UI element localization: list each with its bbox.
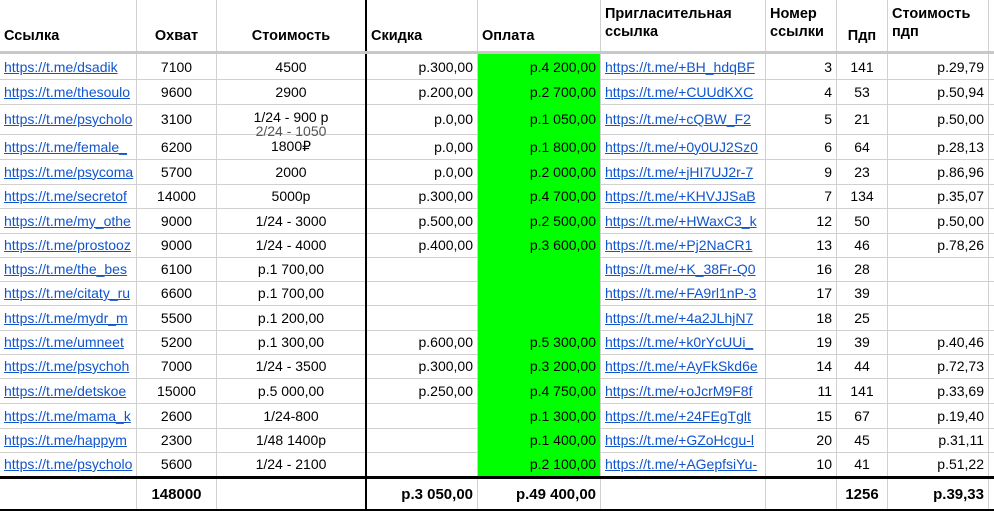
channel-link[interactable]: https://t.me/citaty_ru — [4, 285, 131, 301]
payment-cell[interactable]: р.1 800,00 — [478, 134, 601, 159]
payment-cell[interactable]: р.1 050,00 — [478, 104, 601, 134]
link-number-cell[interactable]: 19 — [766, 330, 837, 354]
discount-cell[interactable] — [367, 403, 478, 428]
invite-link-cell[interactable] — [601, 79, 766, 104]
table-row — [0, 452, 994, 477]
link-cell[interactable] — [0, 233, 137, 257]
subs-cell[interactable]: 141 — [837, 54, 888, 79]
total-cost[interactable] — [217, 479, 367, 509]
table-row — [0, 54, 994, 80]
link-cell[interactable] — [0, 159, 137, 184]
subs-cell[interactable]: 41 — [837, 452, 888, 476]
cost-cell[interactable]: р.5 000,00 — [217, 378, 367, 403]
total-discount[interactable]: р.3 050,00 — [367, 479, 478, 509]
payment-cell[interactable]: р.4 200,00 — [478, 54, 601, 79]
cost-cell[interactable]: 2000 — [217, 159, 367, 184]
cost-primary: 1/24 - 900 р — [253, 108, 329, 125]
link-number-cell[interactable]: 9 — [766, 159, 837, 184]
cost-cell[interactable]: 1/24 - 4000 — [217, 233, 367, 257]
cost-per-sub-cell[interactable]: р.28,13 — [888, 134, 989, 159]
link-cell[interactable] — [0, 452, 137, 476]
subs-cell[interactable]: 134 — [837, 184, 888, 208]
link-number-cell[interactable]: 20 — [766, 428, 837, 452]
subs-cell[interactable]: 64 — [837, 134, 888, 159]
invite-link[interactable]: https://t.me/+HWaxC3_k — [605, 212, 757, 229]
invite-link[interactable]: https://t.me/+AGepfsiYu- — [605, 456, 758, 472]
payment-cell[interactable]: р.4 750,00 — [478, 378, 601, 403]
cost-secondary: 2/24 - 1050 — [255, 122, 327, 139]
invite-link-cell[interactable] — [601, 354, 766, 378]
cost-per-sub-cell[interactable]: р.31,11 — [888, 428, 989, 452]
link-number-cell[interactable]: 3 — [766, 54, 837, 79]
payment-cell[interactable] — [478, 281, 601, 305]
reach-cell[interactable]: 5600 — [137, 452, 217, 476]
discount-cell[interactable] — [367, 305, 478, 330]
header-cost[interactable]: Стоимость — [217, 0, 367, 51]
cost-cell[interactable]: р.1 700,00 — [217, 257, 367, 281]
cost-per-sub-cell[interactable]: р.50,94 — [888, 79, 989, 104]
header-reach[interactable]: Охват — [137, 0, 217, 51]
table-row — [0, 233, 994, 258]
cost-cell[interactable]: 1/24-800 — [217, 403, 367, 428]
invite-link[interactable]: https://t.me/+CUUdKXC — [605, 83, 754, 100]
discount-cell[interactable]: р.0,00 — [367, 134, 478, 159]
header-row — [0, 0, 994, 54]
reach-cell[interactable]: 15000 — [137, 378, 217, 403]
cost-per-sub-cell[interactable]: р.33,69 — [888, 378, 989, 403]
payment-cell[interactable]: р.1 300,00 — [478, 403, 601, 428]
link-cell[interactable] — [0, 104, 137, 134]
discount-cell[interactable] — [367, 452, 478, 476]
channel-link[interactable]: https://t.me/my_othe — [4, 212, 131, 229]
invite-link[interactable]: https://t.me/+K_38Fr-Q0 — [605, 261, 756, 277]
total-subs[interactable]: 1256 — [837, 479, 888, 509]
channel-link[interactable]: https://t.me/detskoe — [4, 382, 127, 399]
table-row — [0, 378, 994, 404]
link-cell[interactable] — [0, 134, 137, 159]
cost-cell[interactable] — [217, 104, 367, 139]
invite-link-cell[interactable] — [601, 184, 766, 208]
link-number-cell[interactable]: 14 — [766, 354, 837, 378]
subs-cell[interactable]: 45 — [837, 428, 888, 452]
reach-cell[interactable]: 5200 — [137, 330, 217, 354]
invite-link[interactable]: https://t.me/+Pj2NaCR1 — [605, 237, 753, 253]
subs-cell[interactable]: 23 — [837, 159, 888, 184]
cost-per-sub-cell[interactable]: р.50,00 — [888, 208, 989, 233]
cost-cell[interactable]: р.1 300,00 — [217, 330, 367, 354]
table-row — [0, 257, 994, 282]
invite-link[interactable]: https://t.me/+BH_hdqBF — [605, 58, 755, 75]
invite-link-cell[interactable] — [601, 54, 766, 79]
cost-cell[interactable]: 5000р — [217, 184, 367, 208]
payment-cell[interactable]: р.3 600,00 — [478, 233, 601, 257]
reach-cell[interactable]: 2600 — [137, 403, 217, 428]
discount-cell[interactable]: р.600,00 — [367, 330, 478, 354]
discount-cell[interactable] — [367, 428, 478, 452]
link-cell[interactable] — [0, 305, 137, 330]
cost-per-sub-cell[interactable] — [888, 305, 989, 330]
reach-cell[interactable]: 6100 — [137, 257, 217, 281]
cost-cell[interactable]: 1/24 - 3000 — [217, 208, 367, 233]
cost-per-sub-cell[interactable]: р.29,79 — [888, 54, 989, 79]
reach-cell[interactable]: 3100 — [137, 104, 217, 134]
link-number-cell[interactable]: 11 — [766, 378, 837, 403]
link-number-cell[interactable]: 6 — [766, 134, 837, 159]
table-row — [0, 281, 994, 306]
discount-cell[interactable]: р.400,00 — [367, 233, 478, 257]
table-row — [0, 403, 994, 429]
payment-cell[interactable]: р.2 100,00 — [478, 452, 601, 476]
link-cell[interactable] — [0, 330, 137, 354]
channel-link[interactable]: https://t.me/mydr_m — [4, 309, 128, 326]
cost-per-sub-cell[interactable]: р.50,00 — [888, 104, 989, 134]
reach-cell[interactable]: 9600 — [137, 79, 217, 104]
link-number-cell[interactable]: 15 — [766, 403, 837, 428]
total-reach[interactable]: 148000 — [137, 479, 217, 509]
channel-link[interactable]: https://t.me/secretof — [4, 188, 127, 204]
cost-per-sub-cell[interactable]: р.35,07 — [888, 184, 989, 208]
table-row — [0, 134, 994, 160]
cost-cell[interactable]: 2900 — [217, 79, 367, 104]
invite-link-cell[interactable] — [601, 281, 766, 305]
link-cell[interactable] — [0, 378, 137, 403]
payment-cell[interactable]: р.3 200,00 — [478, 354, 601, 378]
cost-per-sub-cell[interactable] — [888, 281, 989, 305]
cost-cell[interactable]: р.1 700,00 — [217, 281, 367, 305]
subs-cell[interactable]: 46 — [837, 233, 888, 257]
invite-link[interactable]: https://t.me/+FA9rl1nP-3 — [605, 285, 757, 301]
link-number-cell[interactable]: 18 — [766, 305, 837, 330]
table-row — [0, 330, 994, 355]
header-invite[interactable]: Пригласительная ссылка — [601, 0, 766, 51]
header-discount[interactable]: Скидка — [367, 0, 478, 51]
channel-link[interactable]: https://t.me/psycholo — [4, 456, 133, 472]
channel-link[interactable]: https://t.me/mama_k — [4, 407, 131, 424]
invite-link-cell[interactable] — [601, 104, 766, 134]
reach-cell[interactable]: 9000 — [137, 208, 217, 233]
discount-cell[interactable] — [367, 257, 478, 281]
invite-link[interactable]: https://t.me/+oJcrM9F8f — [605, 382, 753, 399]
cost-cell[interactable]: 1/48 1400р — [217, 428, 367, 452]
invite-link[interactable]: https://t.me/+4a2JLhjN7 — [605, 309, 754, 326]
total-payment[interactable]: р.49 400,00 — [478, 479, 601, 509]
discount-cell[interactable]: р.0,00 — [367, 104, 478, 134]
link-cell[interactable] — [0, 79, 137, 104]
subs-cell[interactable]: 44 — [837, 354, 888, 378]
subs-cell[interactable]: 25 — [837, 305, 888, 330]
reach-cell[interactable]: 5500 — [137, 305, 217, 330]
invite-link-cell[interactable] — [601, 452, 766, 476]
channel-link[interactable]: https://t.me/prostooz — [4, 237, 131, 253]
cost-per-sub-cell[interactable]: р.40,46 — [888, 330, 989, 354]
channel-link[interactable]: https://t.me/dsadik — [4, 58, 118, 75]
invite-link-cell[interactable] — [601, 428, 766, 452]
cost-per-sub-cell[interactable]: р.51,22 — [888, 452, 989, 476]
header-number[interactable]: Номер ссылки — [766, 0, 837, 51]
channel-link[interactable]: https://t.me/thesoulo — [4, 83, 131, 100]
subs-cell[interactable]: 53 — [837, 79, 888, 104]
total-invite[interactable] — [601, 479, 766, 509]
cost-cell[interactable]: р.1 200,00 — [217, 305, 367, 330]
subs-cell[interactable]: 67 — [837, 403, 888, 428]
subs-cell[interactable]: 39 — [837, 330, 888, 354]
channel-link[interactable]: https://t.me/psychoh — [4, 358, 130, 374]
discount-cell[interactable]: р.200,00 — [367, 79, 478, 104]
link-number-cell[interactable]: 12 — [766, 208, 837, 233]
reach-cell[interactable]: 7000 — [137, 354, 217, 378]
cost-per-sub-cell[interactable]: р.72,73 — [888, 354, 989, 378]
invite-link-cell[interactable] — [601, 378, 766, 403]
payment-cell[interactable]: р.2 500,00 — [478, 208, 601, 233]
reach-cell[interactable]: 14000 — [137, 184, 217, 208]
link-number-cell[interactable]: 17 — [766, 281, 837, 305]
reach-cell[interactable]: 6600 — [137, 281, 217, 305]
cost-per-sub-cell[interactable] — [888, 257, 989, 281]
table-row — [0, 184, 994, 209]
header-payment[interactable]: Оплата — [478, 0, 601, 51]
invite-link-cell[interactable] — [601, 305, 766, 330]
cost-per-sub-cell[interactable]: р.19,40 — [888, 403, 989, 428]
discount-cell[interactable]: р.300,00 — [367, 354, 478, 378]
link-number-cell[interactable]: 16 — [766, 257, 837, 281]
cost-cell[interactable]: 1800₽ — [217, 134, 367, 159]
link-cell[interactable] — [0, 54, 137, 79]
invite-link-cell[interactable] — [601, 233, 766, 257]
link-number-cell[interactable]: 13 — [766, 233, 837, 257]
invite-link[interactable]: https://t.me/+GZoHcgu-l — [605, 432, 754, 448]
table-row — [0, 354, 994, 379]
subs-cell[interactable]: 50 — [837, 208, 888, 233]
link-number-cell[interactable]: 5 — [766, 104, 837, 134]
table-row — [0, 305, 994, 331]
discount-cell[interactable] — [367, 281, 478, 305]
payment-cell[interactable]: р.2 700,00 — [478, 79, 601, 104]
reach-cell[interactable]: 5700 — [137, 159, 217, 184]
discount-cell[interactable]: р.300,00 — [367, 54, 478, 79]
channel-link[interactable]: https://t.me/the_bes — [4, 261, 127, 277]
payment-cell[interactable]: р.2 000,00 — [478, 159, 601, 184]
invite-link-cell[interactable] — [601, 208, 766, 233]
invite-link[interactable]: https://t.me/+cQBW_F2 — [605, 111, 751, 127]
reach-cell[interactable]: 6200 — [137, 134, 217, 159]
subs-cell[interactable]: 141 — [837, 378, 888, 403]
link-cell[interactable] — [0, 281, 137, 305]
subs-cell[interactable]: 28 — [837, 257, 888, 281]
invite-link[interactable]: https://t.me/+jHI7UJ2r-7 — [605, 163, 754, 180]
cost-cell[interactable]: 1/24 - 2100 — [217, 452, 367, 476]
link-cell[interactable] — [0, 184, 137, 208]
channel-link[interactable]: https://t.me/psycoma — [4, 163, 134, 180]
discount-cell[interactable]: р.500,00 — [367, 208, 478, 233]
invite-link[interactable]: https://t.me/+24FEgTglt — [605, 407, 751, 424]
payment-cell[interactable] — [478, 257, 601, 281]
discount-cell[interactable]: р.300,00 — [367, 184, 478, 208]
discount-cell[interactable]: р.0,00 — [367, 159, 478, 184]
total-number[interactable] — [766, 479, 837, 509]
link-cell[interactable] — [0, 208, 137, 233]
payment-cell[interactable]: р.5 300,00 — [478, 330, 601, 354]
payment-cell[interactable]: р.1 400,00 — [478, 428, 601, 452]
channel-link[interactable]: https://t.me/umneet — [4, 334, 124, 350]
invite-link-cell[interactable] — [601, 134, 766, 159]
invite-link[interactable]: https://t.me/+AyFkSkd6e — [605, 358, 758, 374]
invite-link-cell[interactable] — [601, 403, 766, 428]
invite-link[interactable]: https://t.me/+k0rYcUUi_ — [605, 334, 754, 350]
channel-link[interactable]: https://t.me/psycholo — [4, 111, 133, 127]
reach-cell[interactable]: 9000 — [137, 233, 217, 257]
payment-cell[interactable] — [478, 305, 601, 330]
invite-link-cell[interactable] — [601, 257, 766, 281]
total-link[interactable] — [0, 479, 137, 509]
totals-row — [0, 476, 994, 511]
cost-per-sub-cell[interactable]: р.86,96 — [888, 159, 989, 184]
link-number-cell[interactable]: 4 — [766, 79, 837, 104]
header-link[interactable]: Ссылка — [0, 0, 137, 51]
header-subs[interactable]: Пдп — [837, 0, 888, 51]
invite-link[interactable]: https://t.me/+0y0UJ2Sz0 — [605, 138, 758, 155]
cost-cell[interactable]: 4500 — [217, 54, 367, 79]
invite-link-cell[interactable] — [601, 159, 766, 184]
invite-link[interactable]: https://t.me/+KHVJJSaB — [605, 188, 756, 204]
table-row — [0, 159, 994, 185]
reach-cell[interactable]: 2300 — [137, 428, 217, 452]
header-cost-per-sub[interactable]: Стоимость пдп — [888, 0, 989, 51]
link-number-cell[interactable]: 10 — [766, 452, 837, 476]
link-cell[interactable] — [0, 354, 137, 378]
cost-cell[interactable]: 1/24 - 3500 — [217, 354, 367, 378]
total-cost-per-sub[interactable]: р.39,33 — [888, 479, 989, 509]
reach-cell[interactable]: 7100 — [137, 54, 217, 79]
cost-per-sub-cell[interactable]: р.78,26 — [888, 233, 989, 257]
channel-link[interactable]: https://t.me/female_ — [4, 138, 127, 155]
link-cell[interactable] — [0, 257, 137, 281]
table-row — [0, 79, 994, 105]
table-row — [0, 428, 994, 453]
discount-cell[interactable]: р.250,00 — [367, 378, 478, 403]
subs-cell[interactable]: 39 — [837, 281, 888, 305]
table-row — [0, 208, 994, 234]
payment-cell[interactable]: р.4 700,00 — [478, 184, 601, 208]
link-cell[interactable] — [0, 428, 137, 452]
invite-link-cell[interactable] — [601, 330, 766, 354]
table-row — [0, 104, 994, 139]
link-cell[interactable] — [0, 403, 137, 428]
channel-link[interactable]: https://t.me/happym — [4, 432, 127, 448]
subs-cell[interactable]: 21 — [837, 104, 888, 134]
link-number-cell[interactable]: 7 — [766, 184, 837, 208]
